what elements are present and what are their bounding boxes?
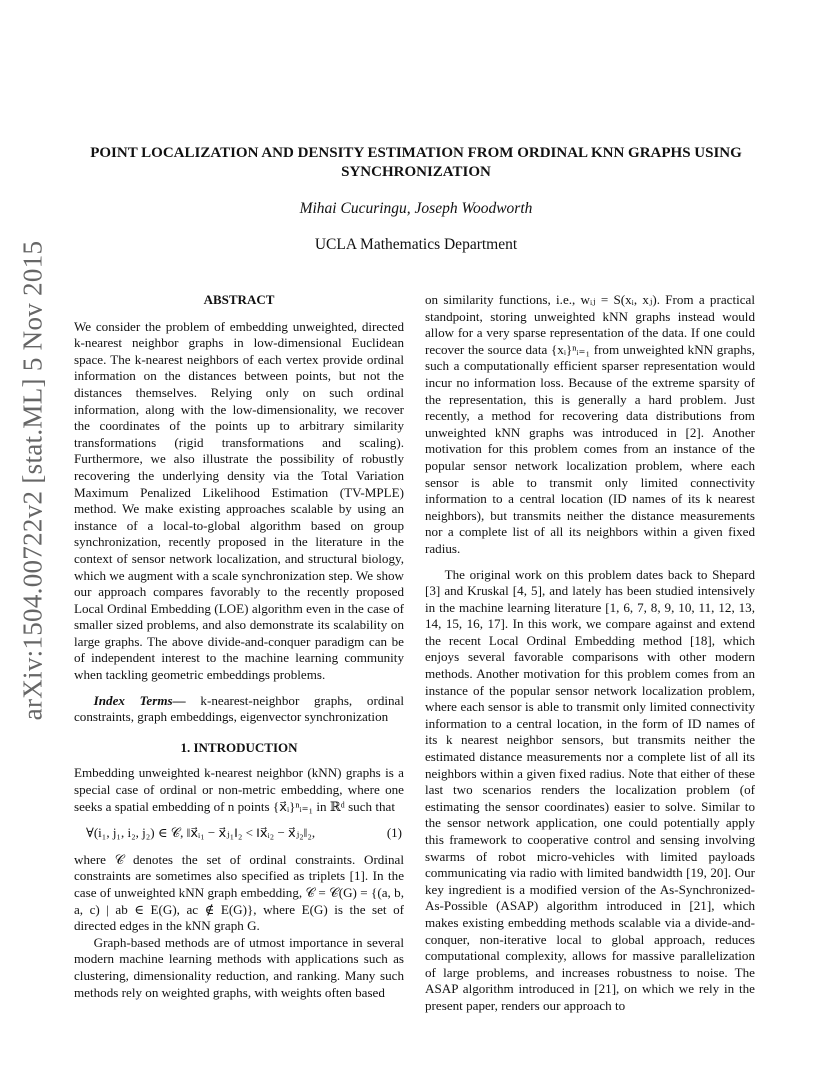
arxiv-sidebar-stamp [14, 240, 52, 720]
intro-paragraph-3: Graph-based methods are of utmost importance in several modern machine learning methods with applications such as clustering, dimensionality reduction, and ranking. Many such methods rely on weighted graphs, with weights often based [74, 934, 404, 1000]
abstract-text: We consider the problem of embedding unweighted, directed k-nearest neighbor graphs in low-dimensional Euclidean space. The k-nearest neighbors of each vertex provide ordinal information on the distances between points, but not the distances themselves. Relying only on such ordinal information, along with the low-dimensionality, we recover the coordinates of the points up to arbitrary similarity transformations (rigid transformations and scaling). Furthermore, we also illustrate the possibility of robustly recovering the underlying density via the Total Variation Maximum Penalized Likelihood Estimation (TV-MPLE) method. We make existing approaches scalable by using an instance of a local-to-global algorithm based on group synchronization, recently proposed in the literature in the context of sensor network localization, and structural biology, which we augment with a scale synchronization step. We show our approach compares favorably to the recently proposed Local Ordinal Embedding (LOE) algorithm even in the case of smaller sized problems, and also demonstrate its scalability on large graphs. The above divide-and-conquer paradigm can be of independent interest to the machine learning community when tackling geometric embeddings problems. [74, 318, 404, 683]
right-column [425, 292, 755, 1015]
intro-paragraph-2: where 𝒞 denotes the set of ordinal constraints. Ordinal constraints are sometimes also specified as triplets [1]. In the case of unweighted kNN graph embedding, 𝒞 = 𝒞(G) = {(a, b, a, c) | ab ∈ E(G), ac ∉ E(G)}, where E(G) is the set of directed edges in the kNN graph G. [74, 851, 404, 934]
paper-title: POINT LOCALIZATION AND DENSITY ESTIMATION FROM ORDINAL KNN GRAPHS USING SYNCHRONIZATION [90, 145, 742, 180]
equation-1-number: (1) [386, 825, 402, 841]
right-paragraph-1: on similarity functions, i.e., wᵢⱼ = S(xᵢ, xⱼ). From a practical standpoint, storing unweighted kNN graphs instead would allow for a very sparse representation of the data. If one could recover the source data {xᵢ}ⁿᵢ₌₁ from unweighted kNN graphs, such a computationally efficient sparser representation would incur no information loss. Because of the extreme sparsity of the representation, this is generally a hard problem. Just recently, a method for recovering data distributions from unweighted kNN graphs was introduced in [2]. Another motivation for this problem comes from an instance of the popular sensor network localization problem, where each sensor is able to transmit only limited connectivity information to a central location (ID names of its k nearest neighbors), but transmits neither the distance measurements nor a complete list of all its neighbors within a given fixed radius. [425, 292, 755, 556]
left-column [74, 292, 404, 1001]
equation-1-body: ∀(i₁, j₁, i₂, j₂) ∈ 𝒞, ‖x⃗ᵢ₁ − x⃗ⱼ₁‖₂ < ‖x⃗ᵢ₂ − x⃗ⱼ₂‖₂, [86, 825, 316, 841]
paper-authors: Mihai Cucuringu, Joseph Woodworth [299, 200, 533, 217]
arxiv-identifier: arXiv:1504.00722v2 [stat.ML] 5 Nov 2015 [17, 240, 48, 720]
index-terms-text: k-nearest-neighbor graphs, ordinal constraints, graph embeddings, eigenvector synchronization [74, 692, 404, 725]
introduction-heading: 1. INTRODUCTION [180, 739, 298, 755]
abstract-heading: ABSTRACT [203, 292, 275, 307]
intro-paragraph-1: Embedding unweighted k-nearest neighbor (kNN) graphs is a special case of ordinal or non-metric embedding, where one seeks a spatial embedding of n points {x⃗ᵢ}ⁿᵢ₌₁ in ℝᵈ such that [74, 765, 404, 814]
paper-affiliation: UCLA Mathematics Department [314, 236, 518, 253]
equation-1 [74, 825, 404, 842]
right-paragraph-2: The original work on this problem dates back to Shepard [3] and Kruskal [4, 5], and lately has been studied intensively in the machine learning literature [1, 6, 7, 8, 9, 10, 11, 12, 13, 14, 15, 16, 17]. In this work, we compare against and extend the recent Local Ordinal Embedding method [18], which enjoys several favorable comparisons with other modern methods. Another motivation for this problem comes from an instance of the popular sensor network localization problem, where each sensor is able to transmit only limited connectivity information to a central location, in the form of ID names of its k nearest neighbor sensors, but transmits neither the estimated distance measurements nor a complete list of all its neighbors within a given fixed radius. Note that either of these last two scenarios renders the localization problem (of estimating the sensor coordinates) easier to solve. Similar to the sensor network application, one could potentially apply this framework to cooperative control and sensing involving swarms of robot micro-vehicles with limited payloads communicating via radio with limited bandwidth [19, 20]. Our key ingredient is a modified version of the As-Synchronized-As-Possible (ASAP) algorithm introduced in [21], which makes existing embedding methods scalable via a divide-and-conquer, non-iterative local to global approach, reduces computational complexity, allows for massive parallelization of large problems, and increases robustness to noise. The ASAP algorithm introduced in [21], on which we rely in the present paper, renders our approach to [425, 566, 755, 1013]
index-terms [74, 693, 404, 726]
index-terms-label: Index Terms— [93, 692, 186, 708]
